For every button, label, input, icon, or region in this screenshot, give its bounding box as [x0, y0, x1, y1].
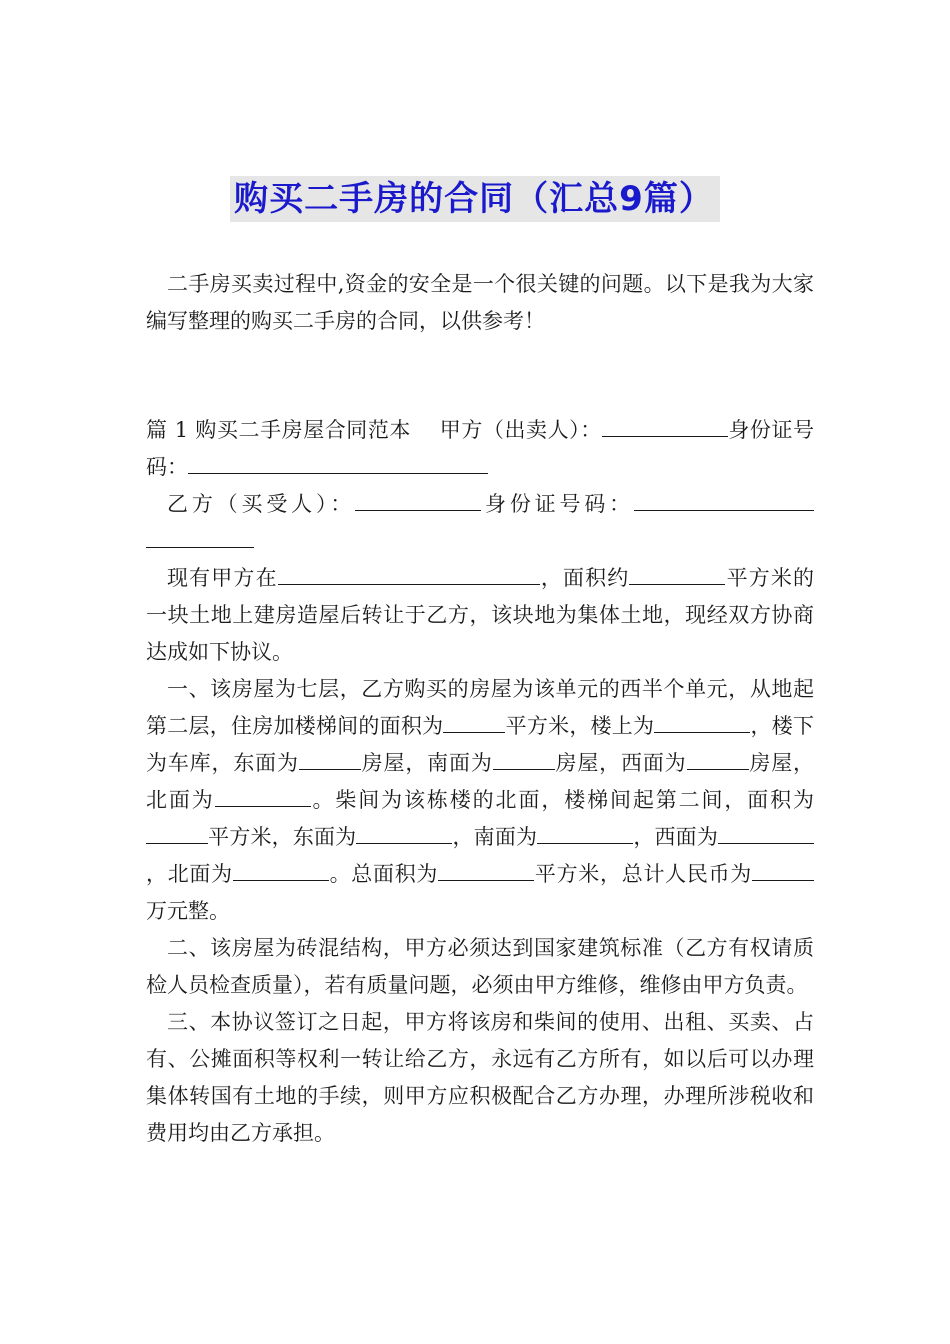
clause-1-text-3: ，楼下为车库，东面为 — [146, 714, 815, 775]
party-a-lead: 篇 1 购买二手房屋合同范本 甲方（出卖人）： — [146, 418, 602, 442]
clause-2-paragraph: 二、该房屋为砖混结构，甲方必须达到国家建筑标准（乙方有权请质检人员检查质量），若有质量问题，必须由甲方维修，维修由甲方负责。 — [146, 936, 814, 997]
shed-west-blank — [718, 821, 814, 844]
west-neighbor-blank — [687, 747, 749, 770]
land-location-blank — [278, 562, 540, 585]
clause-1-text-8: 平方米，东面为 — [208, 825, 357, 849]
clause-1-text-10: ，西面为 — [633, 825, 719, 849]
clause-1-text-1: 一、该房屋为七层，乙方购买的房屋为该单元的西半个单元，从地起第二层，住房加楼梯间的面积为 — [146, 677, 814, 738]
party-a-id-label: 身份证号码： — [146, 418, 815, 479]
upstairs-blank — [654, 710, 750, 733]
title-container — [0, 176, 950, 222]
east-neighbor-blank — [299, 747, 361, 770]
seller-name-blank — [602, 414, 728, 437]
party-a-paragraph — [146, 412, 814, 486]
housing-area-blank — [443, 710, 505, 733]
land-area-blank — [629, 562, 725, 585]
land-text-1: 现有甲方在 — [167, 566, 278, 590]
clause-1-text-13: 平方米，总计人民币为 — [534, 862, 753, 886]
buyer-id-blank-continued — [146, 525, 254, 548]
shed-area-blank — [146, 821, 208, 844]
clause-1-text-4: 房屋，南面为 — [360, 751, 493, 775]
party-b-id-label: 身份证号码： — [481, 492, 635, 516]
shed-south-blank — [537, 821, 633, 844]
clause-1-text-11: ，北面为 — [146, 862, 233, 886]
intro-section — [146, 266, 814, 340]
party-b-lead: 乙方（买受人）： — [167, 492, 356, 516]
contract-body — [146, 412, 814, 1152]
clause-1-text-5: 房屋，西面为 — [554, 751, 687, 775]
clause-1-text-14: 万元整。 — [146, 899, 230, 923]
clause-1-text-6: 房屋，北面为 — [146, 751, 815, 812]
south-neighbor-blank — [493, 747, 555, 770]
total-price-blank — [752, 858, 814, 881]
party-b-paragraph — [146, 486, 814, 560]
intro-paragraph: 二手房买卖过程中,资金的安全是一个很关键的问题。以下是我为大家编写整理的购买二手房的合同，以供参考！ — [146, 272, 814, 333]
clause-1-text-9: ，南面为 — [452, 825, 538, 849]
clause-1-paragraph — [146, 671, 814, 930]
land-paragraph — [146, 560, 814, 671]
shed-north-blank — [233, 858, 329, 881]
document-title: 购买二手房的合同（汇总9篇） — [230, 176, 720, 222]
land-text-3: 平方米的一块土地上建房造屋后转让于乙方，该块地为集体土地，现经双方协商达成如下协议。 — [146, 566, 815, 664]
north-neighbor-blank — [215, 784, 311, 807]
clause-1-text-7: 。柴间为该栋楼的北面，楼梯间起第二间，面积为 — [310, 788, 814, 812]
buyer-name-blank — [355, 488, 481, 511]
clause-1-text-2: 平方米，楼上为 — [505, 714, 655, 738]
buyer-id-blank — [634, 488, 814, 511]
total-area-blank — [438, 858, 534, 881]
land-text-2: ，面积约 — [539, 566, 630, 590]
clause-3-paragraph: 三、本协议签订之日起，甲方将该房和柴间的使用、出租、买卖、占有、公摊面积等权利一转让给乙方，永远有乙方所有，如以后可以办理集体转国有土地的手续，则甲方应积极配合乙方办理，办理所涉税收和费用均由乙方承担。 — [146, 1010, 814, 1145]
seller-id-blank — [188, 451, 488, 474]
clause-1-text-12: 。总面积为 — [328, 862, 439, 886]
shed-east-blank — [356, 821, 452, 844]
